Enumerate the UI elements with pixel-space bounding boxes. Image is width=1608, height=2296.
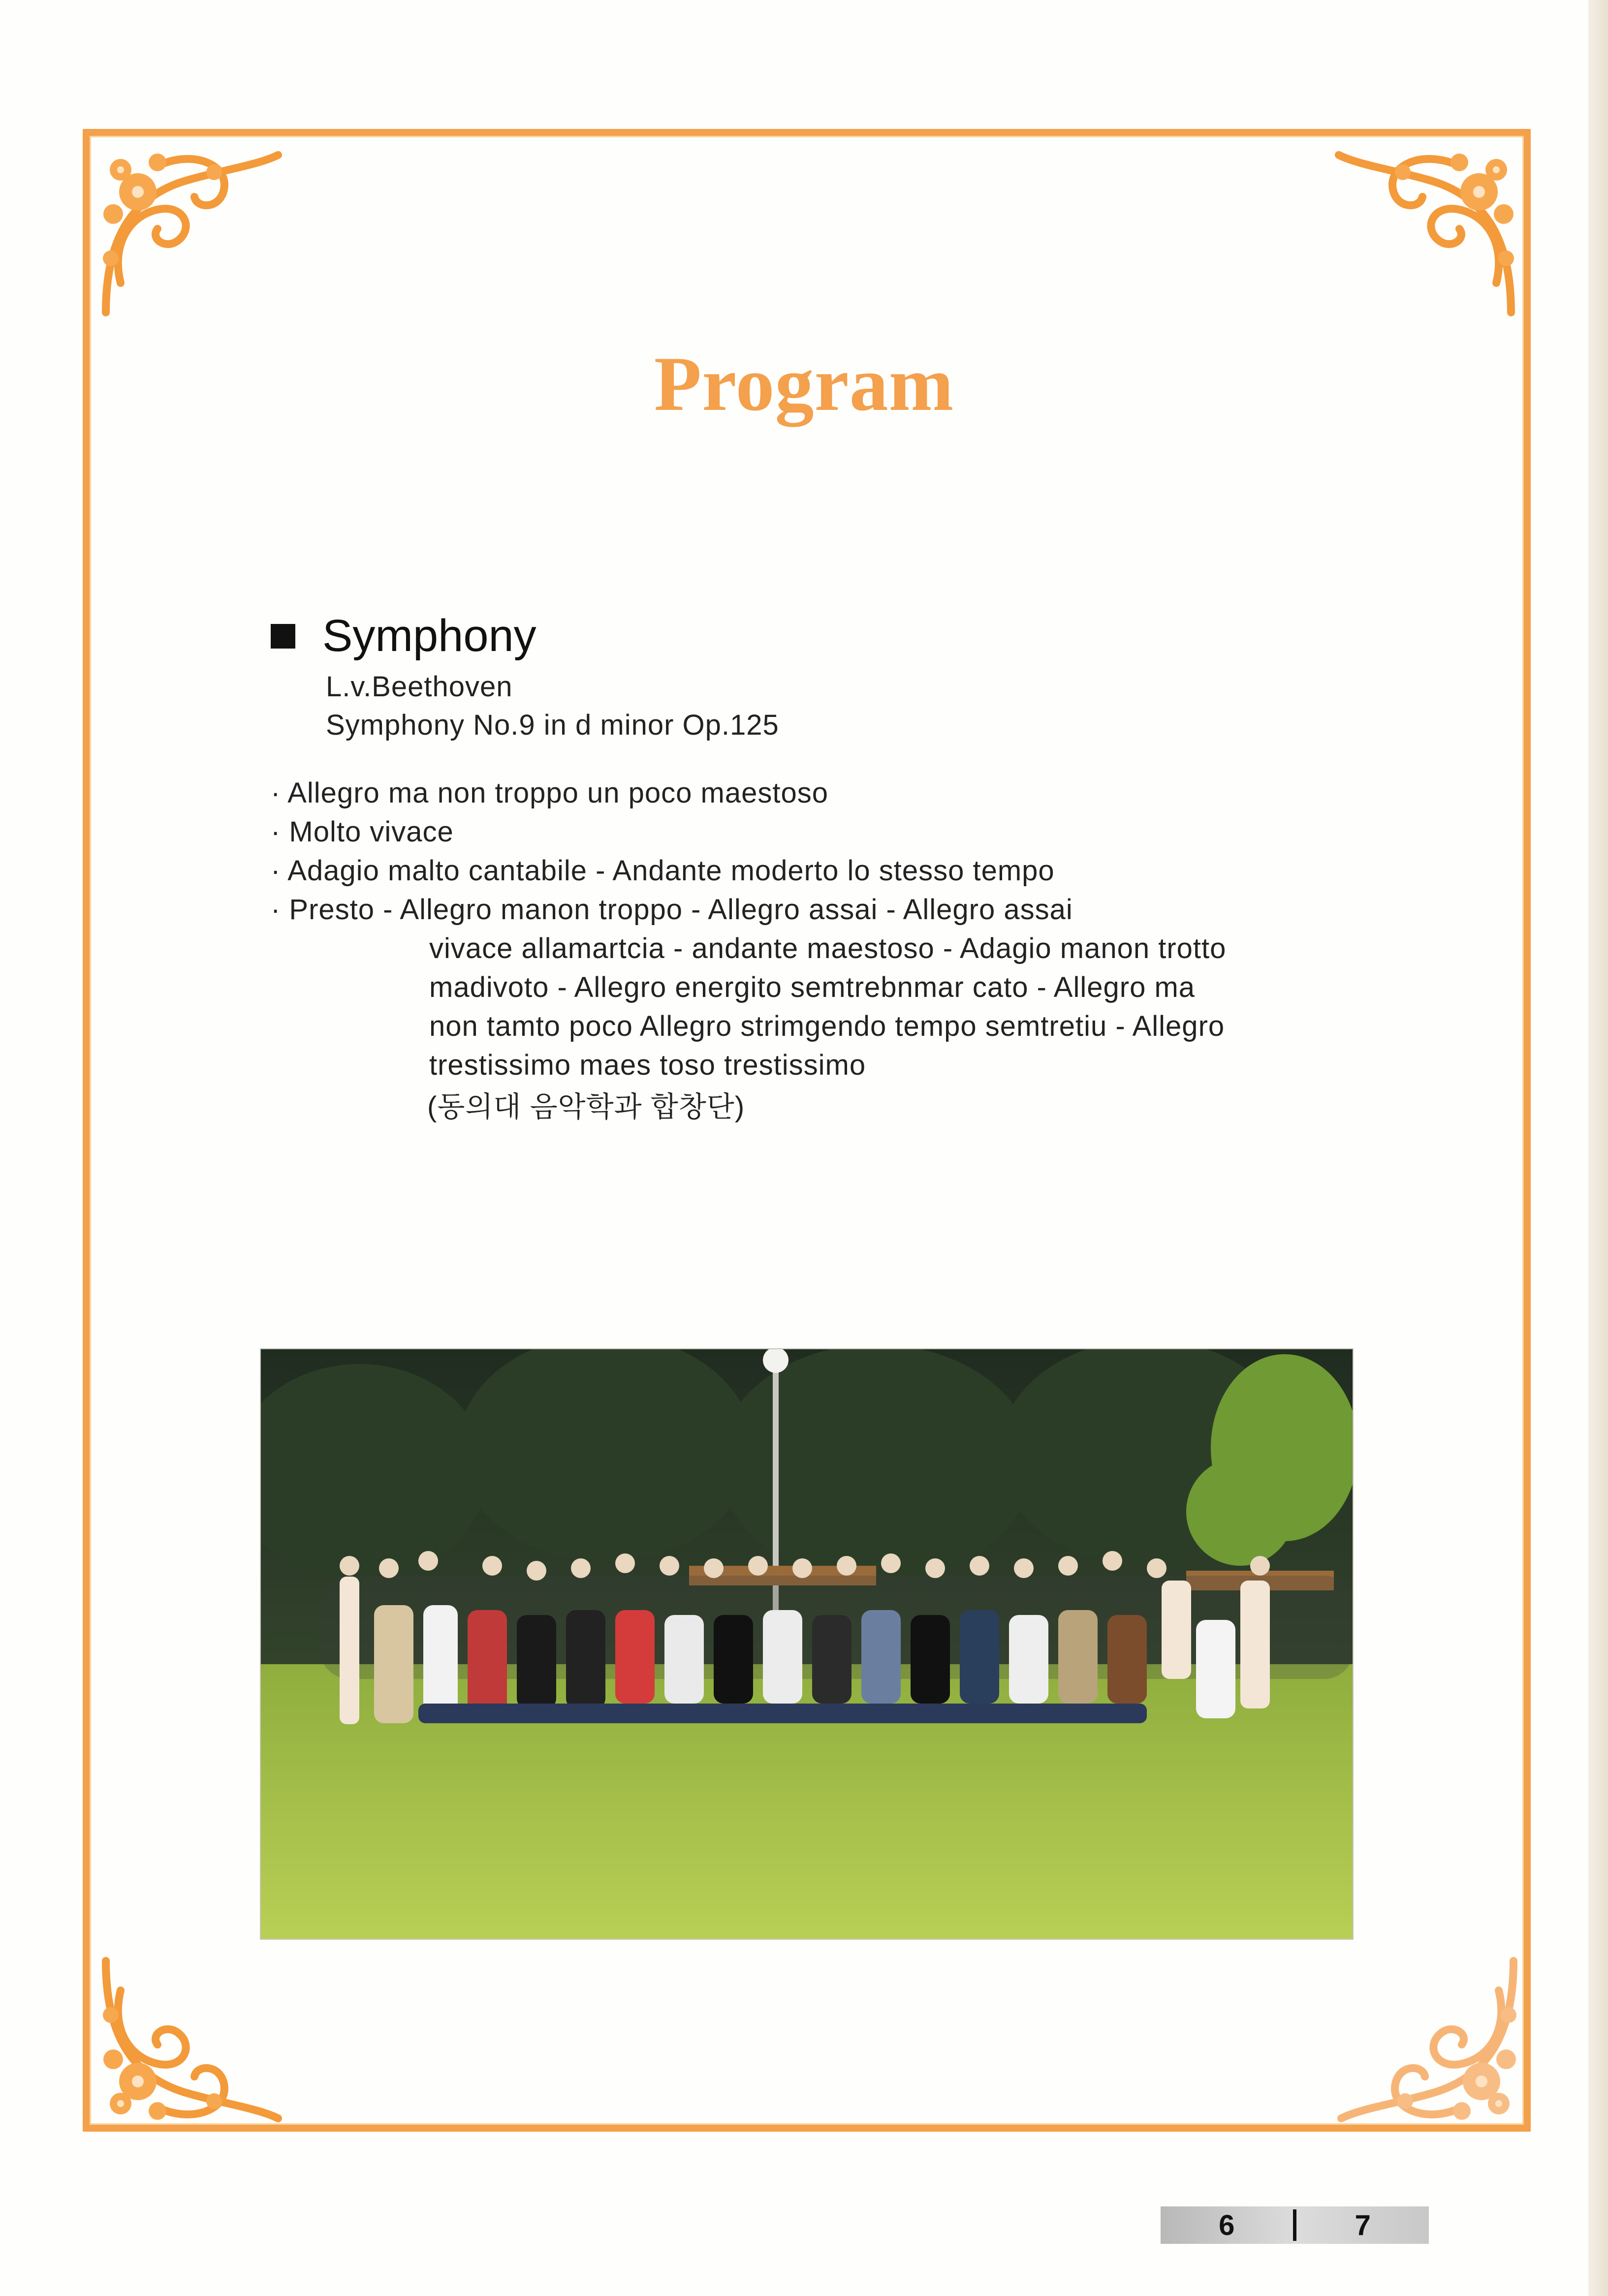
page-title: Program — [654, 341, 954, 427]
movement-item: · Adagio malto cantabile - Andante moderto lo stesso tempo — [271, 855, 1055, 887]
movement-continuation: non tamto poco Allegro strimgendo tempo semtretiu - Allegro — [429, 1010, 1225, 1042]
ornament-corner-icon — [1336, 1946, 1528, 2138]
movement-continuation: vivace allamartcia - andante maestoso - Adagio manon trotto — [429, 932, 1227, 964]
movement-item: · Presto - Allegro manon troppo - Allegro assai - Allegro assai — [271, 894, 1073, 926]
composer: L.v.Beethoven — [326, 671, 513, 703]
movement-continuation: trestissimo maes toso trestissimo — [429, 1049, 866, 1081]
page-number-left: 6 — [1219, 2209, 1235, 2241]
ornament-corner-icon — [91, 1946, 283, 2138]
ornament-corner-icon — [91, 135, 283, 327]
section-heading: Symphony — [322, 611, 536, 661]
page-divider — [1293, 2209, 1297, 2241]
group-photo-icon — [261, 1349, 1353, 1939]
ornament-corner-icon — [1334, 135, 1526, 327]
movement-continuation: madivoto - Allegro energito semtrebnmar cato - Allegro ma — [429, 971, 1196, 1003]
group-photo — [261, 1349, 1353, 1939]
performer-note: (동의대 음악학과 합창단) — [427, 1091, 745, 1123]
page-number-bar — [1161, 2206, 1429, 2244]
movement-item: · Molto vivace — [271, 816, 454, 848]
square-bullet-icon — [271, 624, 295, 649]
movement-item: · Allegro ma non troppo un poco maestoso — [271, 777, 828, 809]
work-title: Symphony No.9 in d minor Op.125 — [326, 709, 779, 741]
page-number-right: 7 — [1355, 2209, 1371, 2241]
